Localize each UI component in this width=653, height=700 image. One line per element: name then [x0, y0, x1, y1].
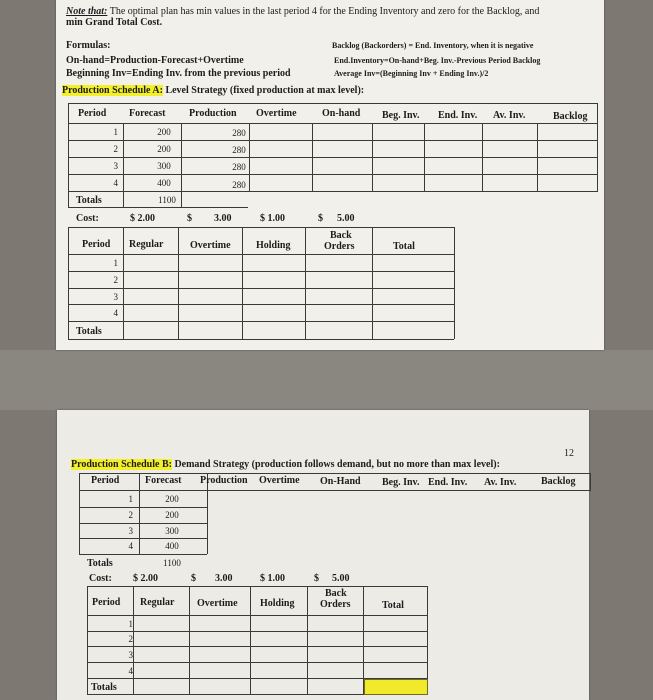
formula-onhand: On-hand=Production-Forecast+Overtime: [66, 55, 244, 66]
cost-overtime-symbol: $: [187, 213, 192, 224]
cost-backorder-symbol: $: [318, 213, 323, 224]
forecast-cell: 400: [157, 178, 171, 188]
b-cost-period-cell: 4: [128, 666, 133, 676]
b-cost-backorder-symbol: $: [314, 573, 319, 584]
cost-label: Cost:: [76, 213, 99, 224]
cost-period-cell: 2: [113, 275, 118, 285]
formula-backlog: Backlog (Backorders) = End. Inventory, when it is negative: [332, 41, 534, 50]
cost-regular: $ 2.00: [130, 213, 155, 224]
cost-header-period: Period: [82, 239, 111, 250]
b-forecast-cell: 200: [165, 510, 179, 520]
period-cell: 1: [113, 127, 118, 137]
cost-header-holding: Holding: [256, 240, 291, 251]
cost-header-back: Back: [330, 230, 352, 241]
production-cell: 280: [232, 180, 246, 190]
cost-holding: $ 1.00: [260, 213, 285, 224]
b-cost-backorder: 5.00: [332, 573, 350, 584]
b-cost-holding: $ 1.00: [260, 573, 285, 584]
b-forecast-cell: 400: [165, 541, 179, 551]
b-col-header-onhand: On-Hand: [320, 476, 361, 487]
b-cost-header-holding: Holding: [260, 598, 295, 609]
page-gap: [0, 350, 653, 410]
b-forecast-total: 1100: [163, 558, 181, 568]
b-cost-header-period: Period: [92, 597, 121, 608]
b-forecast-cell: 300: [165, 526, 179, 536]
formulas-label: Formulas:: [66, 40, 111, 51]
formula-begin-inv: Beginning Inv=Ending Inv. from the previous period: [66, 68, 291, 79]
cost-overtime: 3.00: [214, 213, 232, 224]
col-header-overtime: Overtime: [256, 108, 297, 119]
b-forecast-cell: 200: [165, 494, 179, 504]
b-cost-period-cell: 3: [128, 650, 133, 660]
page-number: 12: [564, 448, 574, 459]
b-col-header-backlog: Backlog: [541, 476, 576, 487]
b-cost-header-back: Back: [325, 588, 347, 599]
b-cost-totals-label: Totals: [91, 682, 117, 693]
b-period-cell: 2: [128, 510, 133, 520]
col-header-forecast: Forecast: [129, 108, 166, 119]
b-period-cell: 4: [128, 541, 133, 551]
b-col-header-end-inv: End. Inv.: [428, 477, 468, 488]
col-header-beg-inv: Beg. Inv.: [382, 110, 420, 121]
production-cell: 280: [232, 128, 246, 138]
production-cell: 280: [232, 145, 246, 155]
b-cost-period-cell: 1: [128, 619, 133, 629]
b-cost-header-orders: Orders: [320, 599, 351, 610]
totals-label: Totals: [76, 195, 102, 206]
schedule-a-title: Production Schedule A: Level Strategy (fixed production at max level):: [62, 85, 365, 96]
col-header-av-inv: Av. Inv.: [493, 110, 526, 121]
b-col-header-period: Period: [91, 475, 120, 486]
period-cell: 3: [113, 161, 118, 171]
col-header-production: Production: [189, 108, 237, 119]
cost-totals-label: Totals: [76, 326, 102, 337]
period-cell: 2: [113, 144, 118, 154]
cost-header-regular: Regular: [129, 239, 164, 250]
cost-header-total: Total: [393, 241, 415, 252]
b-cost-header-regular: Regular: [140, 597, 175, 608]
b-cost-regular: $ 2.00: [133, 573, 158, 584]
b-cost-period-cell: 2: [128, 634, 133, 644]
schedule-b-title: Production Schedule B: Demand Strategy (production follows demand, but no more than max level):: [71, 459, 500, 470]
b-col-header-forecast: Forecast: [145, 475, 182, 486]
forecast-cell: 200: [157, 127, 171, 137]
cost-period-cell: 1: [113, 258, 118, 268]
worksheet-page-a: [56, 0, 604, 350]
cost-period-cell: 3: [113, 292, 118, 302]
forecast-cell: 300: [157, 161, 171, 171]
forecast-total: 1100: [158, 195, 176, 205]
period-cell: 4: [113, 178, 118, 188]
col-header-period: Period: [78, 108, 107, 119]
b-period-cell: 1: [128, 494, 133, 504]
b-totals-label: Totals: [87, 558, 113, 569]
b-cost-header-overtime: Overtime: [197, 598, 238, 609]
b-period-cell: 3: [128, 526, 133, 536]
b-cost-overtime: 3.00: [215, 573, 233, 584]
cost-header-overtime: Overtime: [190, 240, 231, 251]
b-col-header-beg-inv: Beg. Inv.: [382, 477, 420, 488]
col-header-onhand: On-hand: [322, 108, 361, 119]
forecast-cell: 200: [157, 144, 171, 154]
b-cost-overtime-symbol: $: [191, 573, 196, 584]
formula-avg-inv: Average Inv=(Beginning Inv + Ending Inv.)/2: [334, 69, 489, 78]
b-col-header-overtime: Overtime: [259, 475, 300, 486]
note-line-1: Note that: The optimal plan has min values in the last period 4 for the Ending Inventory and zero for the Backlog, and: [66, 6, 540, 17]
b-cost-header-total: Total: [382, 600, 404, 611]
col-header-end-inv: End. Inv.: [438, 110, 478, 121]
cost-header-orders: Orders: [324, 241, 355, 252]
worksheet-page-b: [57, 410, 589, 700]
grand-total-highlight: [364, 679, 428, 695]
b-cost-label: Cost:: [89, 573, 112, 584]
b-col-header-av-inv: Av. Inv.: [484, 477, 517, 488]
cost-period-cell: 4: [113, 308, 118, 318]
cost-backorder: 5.00: [337, 213, 355, 224]
production-cell: 280: [232, 162, 246, 172]
note-line-2: min Grand Total Cost.: [66, 17, 163, 28]
formula-end-inv: End.Inventory=On-hand+Beg. Inv.-Previous Period Backlog: [334, 56, 541, 65]
col-header-backlog: Backlog: [553, 111, 588, 122]
b-col-header-production: Production: [200, 475, 248, 486]
